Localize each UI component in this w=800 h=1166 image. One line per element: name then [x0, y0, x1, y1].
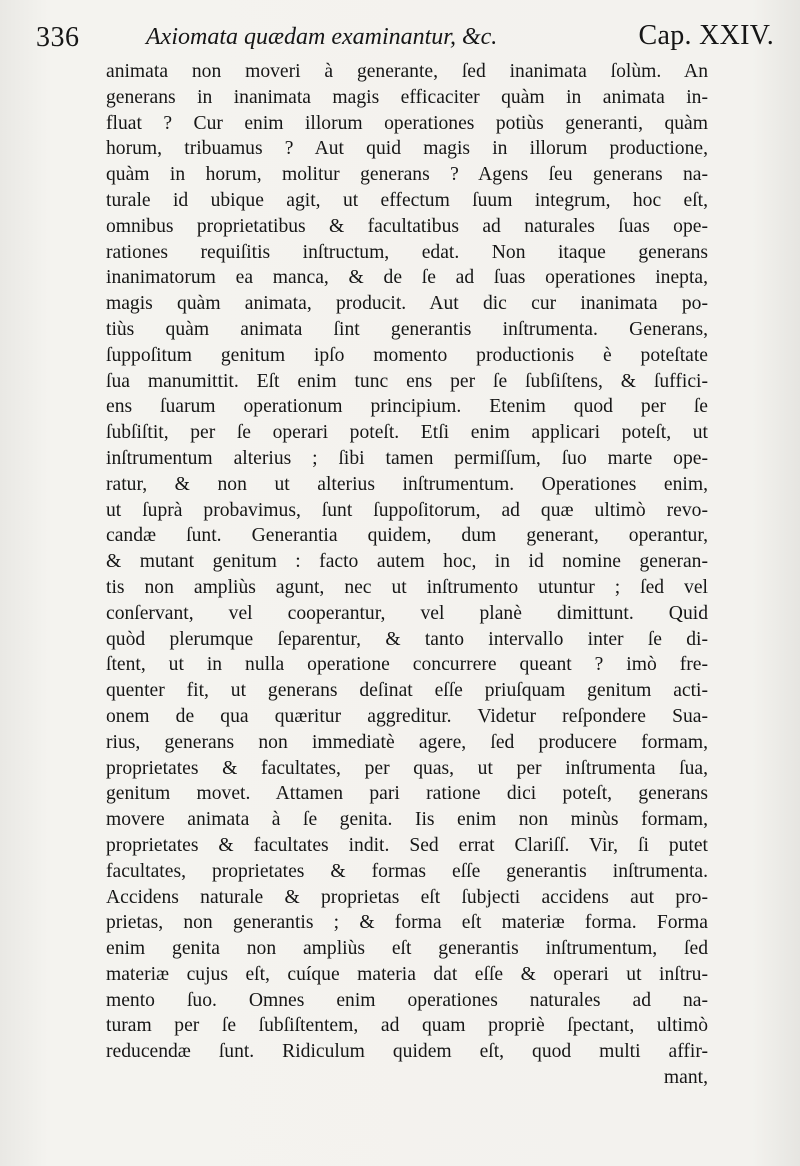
- catchword: mant,: [663, 1067, 708, 1089]
- text-line: omnibus proprietatibus & facultatibus ad naturales ſuas ope-: [106, 215, 708, 237]
- text-line: proprietates & facultates indit. Sed errat Clariſſ. Vir, ſi putet: [106, 834, 708, 856]
- text-line: turam per ſe ſubſiſtentem, ad quam propriè ſpectant, ultimò: [106, 1015, 708, 1037]
- text-line: reducendæ ſunt. Ridiculum quidem eſt, quod multi affir-: [106, 1041, 708, 1063]
- text-line: mento ſuo. Omnes enim operationes naturales ad na-: [106, 989, 708, 1011]
- text-line: conſervant, vel cooperantur, vel planè dimittunt. Quid: [106, 602, 708, 624]
- text-line: rationes requiſitis inſtructum, edat. Non itaque generans: [106, 241, 708, 263]
- text-line: onem de qua quæritur aggreditur. Videtur reſpondere Sua-: [106, 705, 708, 727]
- text-line: genitum movet. Attamen pari ratione dici poteſt, generans: [106, 783, 708, 805]
- text-line: rius, generans non immediatè agere, ſed producere formam,: [106, 731, 708, 753]
- text-line: ratur, & non ut alterius inſtrumentum. Operationes enim,: [106, 473, 708, 495]
- text-line: quòd plerumque ſeparentur, & tanto intervallo inter ſe di-: [106, 628, 708, 650]
- text-line: proprietates & facultates, per quas, ut per inſtrumenta ſua,: [106, 757, 708, 779]
- body-text: [106, 59, 708, 1091]
- text-line: animata non moveri à generante, ſed inanimata ſolùm. An: [106, 61, 708, 82]
- text-line: movere animata à ſe genita. Iis enim non minùs formam,: [106, 809, 708, 831]
- text-line: materiæ cujus eſt, cuíque materia dat eſſe & operari ut inſtru-: [106, 963, 708, 985]
- text-line: inanimatorum ea manca, & de ſe ad ſuas operationes inepta,: [106, 267, 708, 289]
- text-line: enim genita non ampliùs eſt generantis inſtrumentum, ſed: [106, 938, 708, 960]
- text-line: ut ſuprà probavimus, ſunt ſuppoſitorum, ad quæ ultimò revo-: [106, 499, 708, 521]
- text-line: horum, tribuamus ? Aut quid magis in illorum productione,: [106, 138, 708, 160]
- text-line: ſua manumittit. Eſt enim tunc ens per ſe ſubſiſtens, & ſuffici-: [106, 370, 708, 392]
- text-line: tis non ampliùs agunt, nec ut inſtrumento utuntur ; ſed vel: [106, 576, 708, 598]
- running-title: Axiomata quædam examinantur, &c.: [146, 24, 498, 50]
- text-line: ſubſiſtit, per ſe operari poteſt. Etſi enim applicari poteſt, ut: [106, 422, 708, 444]
- text-line: candæ ſunt. Generantia quidem, dum generant, operantur,: [106, 525, 708, 547]
- page-header: [36, 18, 774, 58]
- text-line: inſtrumentum alterius ; ſibi tamen permiſſum, ſuo marte ope-: [106, 447, 708, 469]
- text-line: turale id ubique agit, ut effectum ſuum integrum, hoc eſt,: [106, 189, 708, 211]
- text-line: generans in inanimata magis efficaciter quàm in animata in-: [106, 86, 708, 108]
- text-line: tiùs quàm animata ſint generantis inſtrumenta. Generans,: [106, 318, 708, 340]
- text-line: Accidens naturale & proprietas eſt ſubjecti accidens aut pro-: [106, 886, 708, 908]
- text-line: & mutant genitum : facto autem hoc, in id nomine generan-: [106, 551, 708, 573]
- text-line: fluat ? Cur enim illorum operationes potiùs generanti, quàm: [106, 112, 708, 134]
- text-line: magis quàm animata, producit. Aut dic cur inanimata po-: [106, 293, 708, 315]
- text-line: ens ſuarum operationum principium. Etenim quod per ſe: [106, 396, 708, 418]
- text-line: prietas, non generantis ; & forma eſt materiæ forma. Forma: [106, 912, 708, 934]
- text-line: ſuppoſitum genitum ipſo momento productionis è poteſtate: [106, 344, 708, 366]
- page-number: 336: [36, 22, 80, 53]
- text-line: ſtent, ut in nulla operatione concurrere queant ? imò fre-: [106, 654, 708, 676]
- text-line: quàm in horum, molitur generans ? Agens ſeu generans na-: [106, 164, 708, 186]
- chapter-label: Cap. XXIV.: [638, 20, 774, 51]
- text-line: facultates, proprietates & formas eſſe generantis inſtrumenta.: [106, 860, 708, 882]
- text-line: quenter fit, ut generans deſinat eſſe priuſquam genitum acti-: [106, 680, 708, 702]
